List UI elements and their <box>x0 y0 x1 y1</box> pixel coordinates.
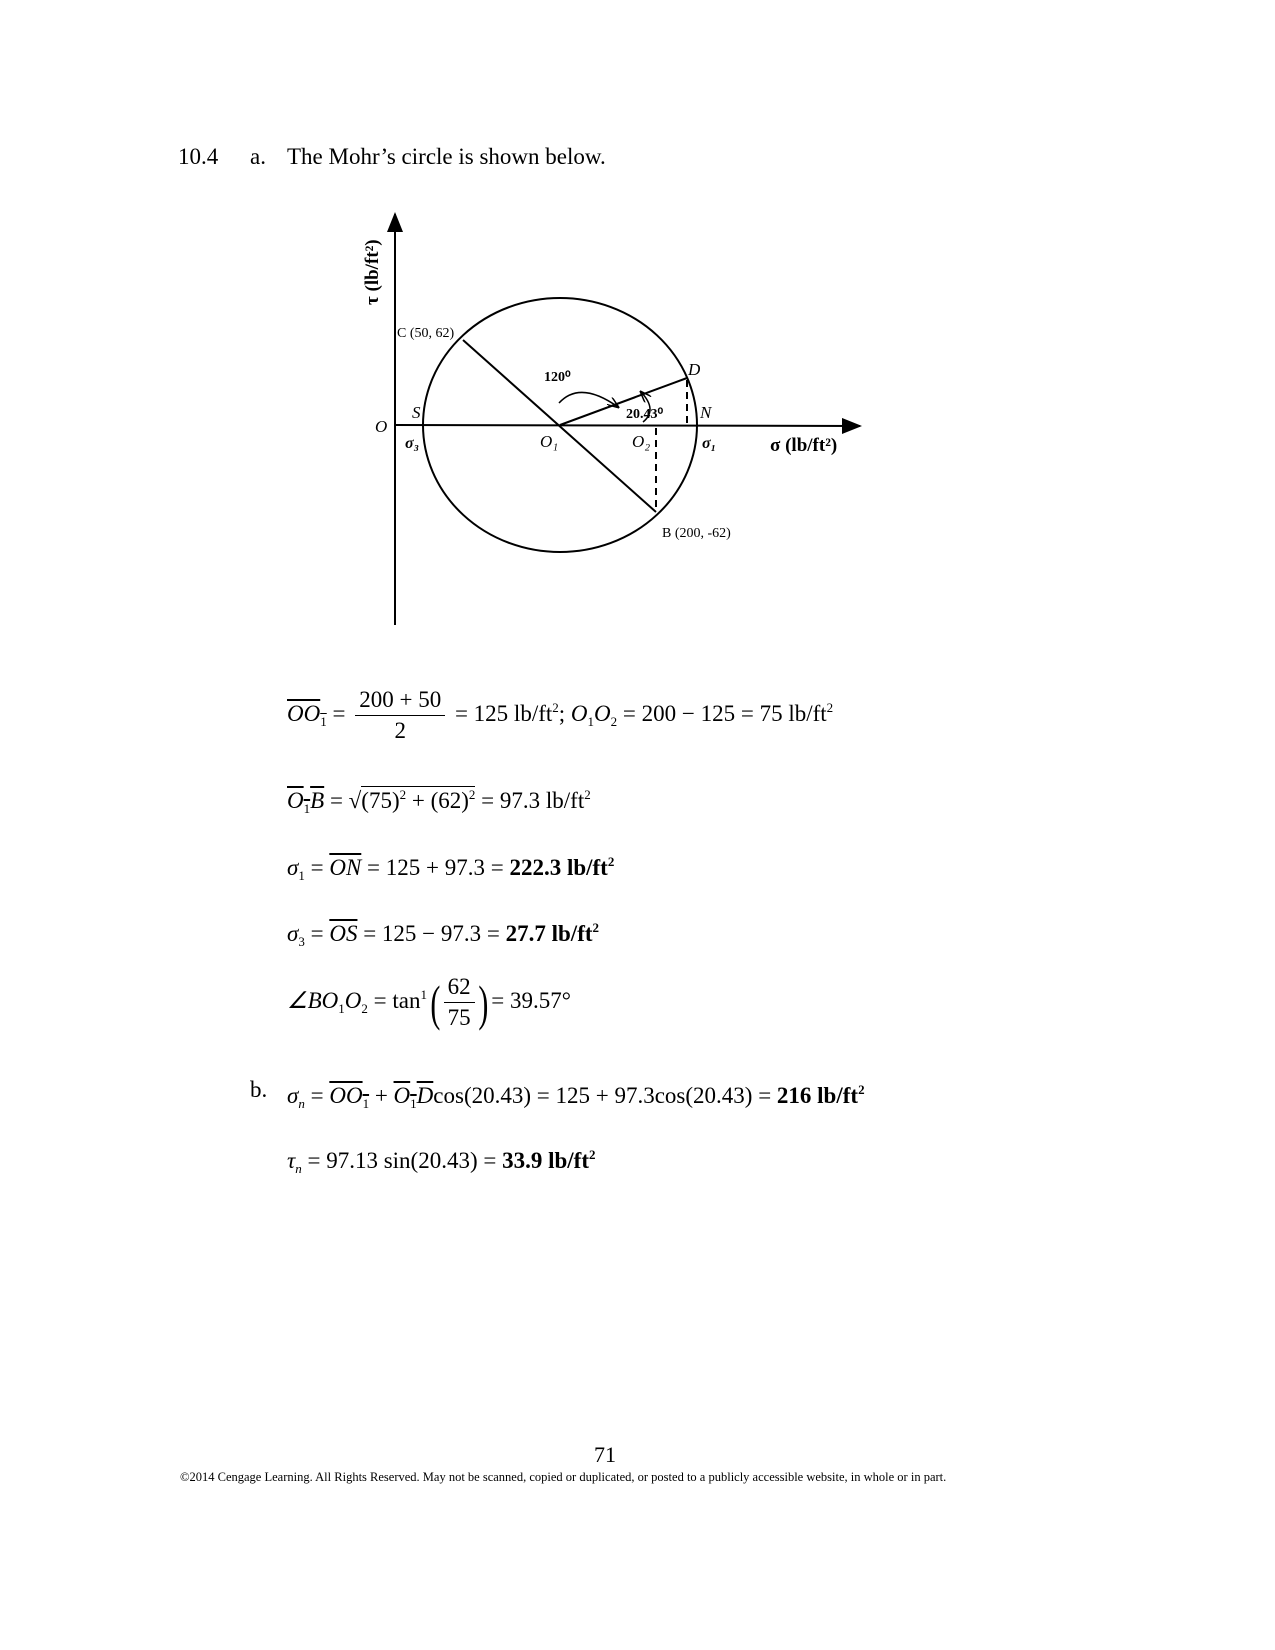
label-d: D <box>688 360 701 379</box>
intro-text: The Mohr’s circle is shown below. <box>287 144 606 169</box>
equation-oo1: $\overline{OO}_1$ = $\frac{200 + 50}{2}$ = 125 $lb/ft^2$; $O_1O_2 = 200 - 125 = 75$ $lb/ft^2$ <box>287 687 834 743</box>
arc-120 <box>559 392 618 407</box>
equation-o1b: $O_1B = √(75)^2 + (62)^2 = 97.3$ $lb/ft^2$ <box>287 787 591 816</box>
label-angle-2043: 20.43⁰ <box>626 407 664 422</box>
sigma-axis-label: σ (lb/ft²) <box>770 435 838 456</box>
label-origin: O <box>375 417 388 436</box>
part-a-label: a. <box>250 144 266 169</box>
copyright-footer: ©2014 Cengage Learning. All Rights Reserved. May not be scanned, copied or duplicated, or posted to a publicly accessible website, in whole or in part. <box>180 1470 947 1484</box>
label-s: S <box>412 403 421 422</box>
equation-sigma1: $\sigma_1 = \overline{ON} = 125 + 97.3 = 222.3$ $lb/ft^2$ <box>287 854 615 883</box>
equation-angle: $\angle BO_1O_2 = \tan^1$( $\frac{62}{75}$ ) = 39.57° <box>287 974 571 1031</box>
equation-sigma-n: $\sigma_n = OO_1 + O_1Dcos(20.43) = 125 + 97.3\cos(20.43) = 216$ $lb/ft^2$ <box>287 1082 865 1111</box>
label-o2: O₂ <box>632 432 651 451</box>
sigma-axis <box>395 425 860 426</box>
tau-axis-label: τ (lb/ft²) <box>362 239 383 305</box>
label-o1: O₁ <box>540 432 559 451</box>
radius-o1d <box>560 378 687 425</box>
label-c: C (50, 62) <box>397 326 455 341</box>
mohrs-circle-diagram <box>0 0 1275 700</box>
part-b-label: b. <box>250 1077 268 1102</box>
label-sigma3: σ₃ <box>405 435 420 452</box>
label-angle-120: 120⁰ <box>544 370 571 385</box>
label-n: N <box>700 403 712 422</box>
equation-sigma3: $\sigma_3 = \overline{OS} = 125 - 97.3 = 27.7$ $lb/ft^2$ <box>287 920 600 949</box>
page-number: 71 <box>594 1442 616 1467</box>
problem-number: 10.4 <box>178 144 219 169</box>
equation-tau-n: $\tau_n = 97.13$ sin(20.43) = 33.9 $lb/ft^2$ <box>287 1147 596 1176</box>
label-b: B (200, -62) <box>662 526 731 541</box>
label-sigma1: σ₁ <box>702 435 717 452</box>
